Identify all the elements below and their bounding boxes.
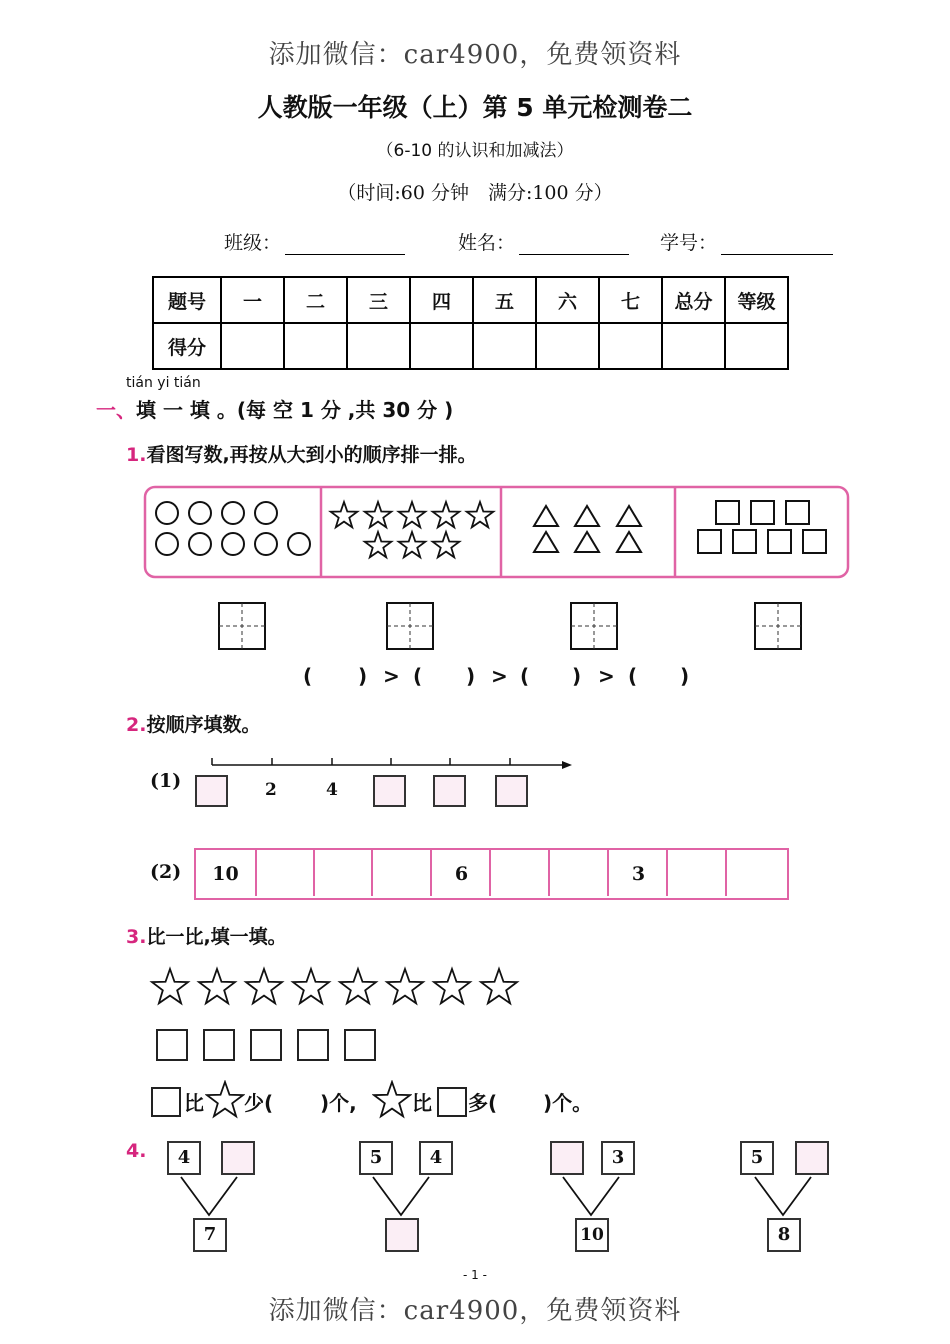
section-pinyin: tián yi tián <box>126 375 201 391</box>
score-input-cell[interactable] <box>725 323 788 369</box>
question-1 <box>126 440 477 467</box>
order-blank[interactable]: ( <box>303 664 313 688</box>
question-2 <box>126 710 260 737</box>
sequence-cell[interactable]: 10 <box>212 863 239 885</box>
question-2-number: 2. <box>126 714 147 736</box>
question-1-number: 1. <box>126 444 147 466</box>
score-input-cell[interactable] <box>599 323 662 369</box>
star-shape <box>387 969 423 1003</box>
score-header-cell: 等级 <box>725 277 788 323</box>
part-1-label: (1) <box>150 770 182 792</box>
score-header-cell: 六 <box>536 277 599 323</box>
greater-than-sign: > <box>383 664 400 688</box>
number-label: 学号： <box>660 232 718 254</box>
score-input-cell[interactable] <box>410 323 473 369</box>
split-left-box[interactable] <box>550 1141 584 1175</box>
question-3-text: 比一比,填一填。 <box>146 926 287 948</box>
score-row-label: 得分 <box>153 323 221 369</box>
shape-count-panel <box>140 482 856 582</box>
order-blank[interactable]: ( <box>628 664 638 688</box>
question-2-text: 按顺序填数。 <box>146 714 261 736</box>
split-total-box: 7 <box>193 1218 227 1252</box>
order-blank[interactable]: ( <box>413 664 423 688</box>
score-input-cell[interactable] <box>662 323 725 369</box>
name-blank[interactable] <box>519 234 629 255</box>
star-row <box>146 966 526 1008</box>
star-shape <box>152 969 188 1003</box>
split-left-box: 4 <box>167 1141 201 1175</box>
section-title: 填 一 填 。(每 空 1 分 ,共 30 分 ) <box>136 398 454 422</box>
number-field[interactable] <box>660 228 833 255</box>
score-value-row <box>153 323 788 369</box>
number-line-label: 2 <box>265 780 277 800</box>
split-left-box: 5 <box>740 1141 774 1175</box>
square-icon <box>437 1087 467 1117</box>
split-right-box[interactable] <box>221 1141 255 1175</box>
class-label: 班级： <box>224 232 282 254</box>
page-title: 人教版一年级（上）第 5 单元检测卷二 <box>257 93 693 122</box>
compare-blank-2[interactable]: )个。 <box>543 1091 593 1115</box>
score-input-cell[interactable] <box>347 323 410 369</box>
compare-blank-1[interactable]: )个, <box>320 1091 357 1115</box>
star-shape <box>340 969 376 1003</box>
star-shape <box>434 969 470 1003</box>
square-shape <box>344 1029 376 1061</box>
split-lines <box>749 1173 819 1219</box>
question-3 <box>126 922 287 949</box>
number-line-arrow <box>562 761 572 769</box>
star-shape <box>293 969 329 1003</box>
number-blank[interactable] <box>721 234 833 255</box>
split-lines <box>175 1173 245 1219</box>
writing-grid[interactable] <box>218 602 268 652</box>
score-input-cell[interactable] <box>473 323 536 369</box>
number-line <box>200 755 580 775</box>
sequence-cell[interactable] <box>255 850 315 896</box>
number-line-label: 4 <box>326 780 338 800</box>
watermark-bottom: 添加微信：car4900，免费领资料 <box>268 1296 682 1326</box>
split-right-box[interactable] <box>795 1141 829 1175</box>
sequence-cell[interactable] <box>548 850 609 896</box>
score-input-cell[interactable] <box>536 323 599 369</box>
section-heading <box>96 394 453 423</box>
order-blank[interactable]: ( <box>520 664 530 688</box>
score-header-cell: 七 <box>599 277 662 323</box>
split-lines <box>367 1173 437 1219</box>
compare-text: 比 <box>412 1091 432 1115</box>
class-field[interactable] <box>224 228 405 255</box>
star-shape <box>199 969 235 1003</box>
score-header-cell: 三 <box>347 277 410 323</box>
part-2-label: (2) <box>150 861 182 883</box>
sequence-cell[interactable] <box>371 850 432 896</box>
square-shape <box>250 1029 282 1061</box>
score-header-cell: 总分 <box>662 277 725 323</box>
sequence-cell[interactable] <box>489 850 550 896</box>
watermark-top: 添加微信：car4900，免费领资料 <box>268 40 682 70</box>
order-blank-close: ) <box>680 664 690 688</box>
time-info: （时间:60 分钟 满分:100 分） <box>337 182 613 204</box>
question-4 <box>126 1140 146 1162</box>
split-total-box[interactable] <box>385 1218 419 1252</box>
score-input-cell[interactable] <box>284 323 347 369</box>
sequence-cell[interactable] <box>725 850 786 896</box>
question-1-text: 看图写数,再按从大到小的顺序排一排。 <box>146 444 477 466</box>
compare-text: 少( <box>244 1091 274 1115</box>
compare-text: 多( <box>468 1091 498 1115</box>
score-header-cell: 五 <box>473 277 536 323</box>
writing-grid[interactable] <box>570 602 620 652</box>
split-lines <box>557 1173 627 1219</box>
star-shape <box>246 969 282 1003</box>
number-line-blank[interactable] <box>195 775 228 807</box>
page-subtitle: （6-10 的认识和加减法） <box>376 141 574 161</box>
split-right-box: 3 <box>601 1141 635 1175</box>
order-blank-close: ) <box>572 664 582 688</box>
score-header-cell: 题号 <box>153 277 221 323</box>
split-right-box: 4 <box>419 1141 453 1175</box>
star-icon <box>205 1080 245 1120</box>
order-blank-close: ) <box>358 664 368 688</box>
question-4-number: 4. <box>126 1140 147 1162</box>
class-blank[interactable] <box>285 234 405 255</box>
sequence-cell[interactable] <box>313 850 373 896</box>
score-header-cell: 四 <box>410 277 473 323</box>
number-line-blank[interactable] <box>495 775 528 807</box>
split-total-box: 8 <box>767 1218 801 1252</box>
number-line-blank[interactable] <box>433 775 466 807</box>
question-3-number: 3. <box>126 926 147 948</box>
sequence-cell[interactable] <box>666 850 727 896</box>
score-input-cell[interactable] <box>221 323 284 369</box>
writing-grid[interactable] <box>754 602 804 652</box>
square-shape <box>203 1029 235 1061</box>
panel-frame <box>145 487 848 577</box>
split-total-box: 10 <box>575 1218 609 1252</box>
score-header-cell: 一 <box>221 277 284 323</box>
score-table <box>152 276 789 370</box>
name-field[interactable] <box>458 228 629 255</box>
score-header-row <box>153 277 788 323</box>
split-left-box: 5 <box>359 1141 393 1175</box>
square-shape <box>297 1029 329 1061</box>
number-line-blank[interactable] <box>373 775 406 807</box>
section-number: 一、 <box>96 398 136 422</box>
star-icon <box>372 1080 412 1120</box>
greater-than-sign: > <box>598 664 615 688</box>
compare-text: 比 <box>184 1091 204 1115</box>
square-shape <box>156 1029 188 1061</box>
writing-grid[interactable] <box>386 602 436 652</box>
score-header-cell: 二 <box>284 277 347 323</box>
sequence-cell[interactable]: 3 <box>607 850 668 896</box>
greater-than-sign: > <box>491 664 508 688</box>
name-label: 姓名： <box>458 232 516 254</box>
page-number: - 1 - <box>463 1268 487 1282</box>
star-shape <box>481 969 517 1003</box>
sequence-cell[interactable]: 6 <box>430 850 491 896</box>
order-blank-close: ) <box>466 664 476 688</box>
square-icon <box>151 1087 181 1117</box>
